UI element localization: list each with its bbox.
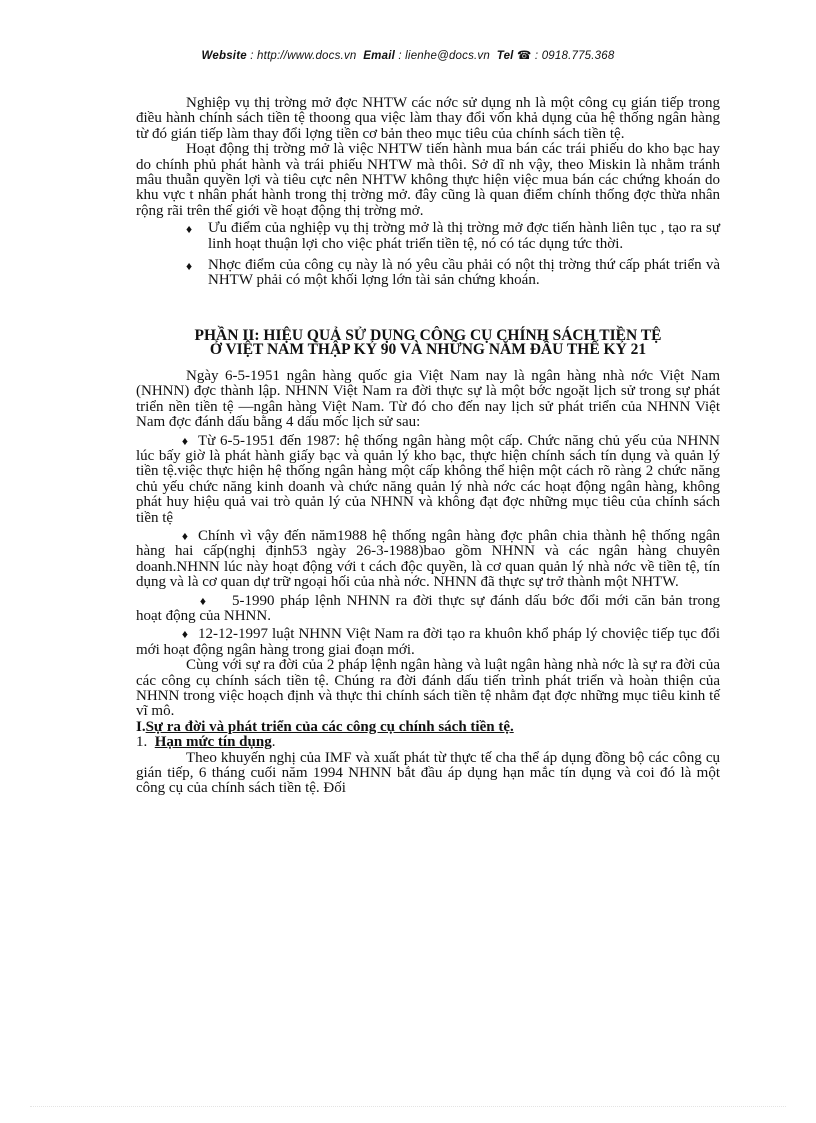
website-value[interactable]: : http://www.docs.vn [250, 50, 357, 62]
paragraph-tools-emergence: Cùng với sự ra đời của 2 pháp lệnh ngân hàng và luật ngân hàng nhà nớc là sự ra đời của các công cụ chính sách tiền tệ. Chúng ra đời đánh dấu tiến trình phát triển và hoàn thiện của NHNN trong việc hoạch định và thực thi chính sách tiền tệ nhằm đạt đợc những mục tiêu kinh tế vĩ mô. [136, 657, 720, 720]
subsection-period: . [271, 734, 276, 751]
milestone-1988 [136, 529, 720, 591]
paragraph-open-market-intro: Nghiệp vụ thị trờng mở đợc NHTW các nớc sử dụng nh là một công cụ gián tiếp trong điều hành chính sách tiền tệ thoong qua việc làm thay đổi vốn khả dụng của hệ thống ngân hàng từ đó gián tiếp làm thay đổi lợng tiền cơ bản theo mục tiêu của chính sách tiền tệ. [136, 95, 720, 142]
paragraph-open-market-activity: Hoạt động thị trờng mở là việc NHTW tiến hành mua bán các trái phiếu do kho bạc hay do chính phủ phát hành và trái phiếu NHTW mà thôi. Sở dĩ nh vậy, theo Miskin là nhằm tránh mâu thuẫn quyền lợi và tiêu cực nên NHTW không thực hiện việc mua bán các chứng khoán do khu vực t nhân phát hành trong thị trờng mở. đây cũng là quan điểm chính thống đợc thừa nhân rộng rãi trên thế giới về hoạt động thị trờng mở. [136, 141, 720, 219]
diamond-icon: ♦ [199, 593, 206, 608]
bullet-disadvantage-text: Nhợc điểm của công cụ này là nó yêu cầu phải có nột thị trờng thứ cấp phát triển và NHTW phải có một khối lợng lớn tài sản chứng khoán. [208, 257, 720, 289]
website-label: Website [201, 50, 247, 62]
milestone-1988-text: Chính vì vậy đến năm1988 hệ thống ngân hàng đợc phân chia thành hệ thống ngân hàng hai cấp(nghị định53 ngày 26-3-1988)bao gồm NHNN và các ngân hàng chuyên doanh.NHNN lúc này hoạt động với t cách độc quyền, là cơ quan quản lý nhà nớc về tiền tệ, tín dụng và là cơ quan dự trữ ngoại hối của nhà nớc. NHNN đã thực sự trở thành một NHTW. [136, 527, 720, 591]
paragraph-credit-limit: Theo khuyến nghị của IMF và xuất phát từ thực tế cha thể áp dụng đồng bộ các công cụ gián tiếp, 6 tháng cuối năm 1994 NHNN bắt đầu áp dụng hạn mắc tín dụng và coi đó là một công cụ của chính sách tiền tệ. Đối [136, 749, 720, 797]
milestone-1990-text: 5-1990 pháp lệnh NHNN ra đời thực sự đánh dấu bớc đổi mới căn bản trong hoạt động của NHNN. [136, 592, 720, 624]
section-title [136, 326, 720, 358]
subsection-number: 1. [136, 734, 148, 751]
section-title-line-1: PHẦN II: HIỆU QUẢ SỬ DỤNG CÔNG CỤ CHÍNH SÁCH TIỀN TỆ [194, 326, 662, 344]
milestone-1951-text: Từ 6-5-1951 đến 1987: hệ thống ngân hàng một cấp. Chức năng chủ yếu của NHNN lúc bấy giờ là phát hành giấy bạc và quản lý kho bạc, thực hiện chính sách tín dụng và quản lý tiền tệ.việc thực hiện hệ thống ngân hàng một cấp không thể hiện một cách rõ ràng 2 chức năng chủ yếu chức năng kinh doanh và chức năng quản lý nhà nớc các hoạt động ngân hàng, không phát huy hiệu quả vai trò quản lý của NHNN và không đạt đợc những mục tiêu của chính sách tiền tệ [136, 432, 720, 526]
subsection-title: Hạn mức tín dụng [154, 734, 272, 751]
heading-roman-numeral: I. [136, 718, 146, 735]
advantages-list [136, 221, 720, 289]
email-value[interactable]: : lienhe@docs.vn [398, 50, 490, 62]
heading-section-1 [136, 720, 720, 735]
page-header [0, 48, 816, 62]
diamond-icon: ♦ [181, 433, 188, 448]
diamond-icon: ♦ [186, 259, 193, 274]
section-title-line-2: Ở VIỆT NAM THẬP KỶ 90 VÀ NHỮNG NĂM ĐẦU THẾ KỶ 21 [209, 340, 647, 358]
document-body [136, 96, 720, 797]
milestone-1997-text: 12-12-1997 luật NHNN Việt Nam ra đời tạo ra khuôn khổ pháp lý choviệc tiếp tục đổi mới hoạt động ngân hàng trong giai đoạn mới. [136, 626, 720, 658]
tel-value: : 0918.775.368 [534, 50, 615, 62]
diamond-icon: ♦ [186, 222, 193, 237]
email-label: Email [363, 50, 395, 62]
diamond-icon: ♦ [181, 528, 188, 543]
milestone-1997 [136, 627, 720, 658]
tel-label: Tel [496, 50, 514, 62]
list-item [184, 221, 720, 252]
milestone-1990 [136, 594, 720, 625]
diamond-icon: ♦ [181, 627, 188, 642]
phone-icon: ☎ [516, 50, 532, 62]
heading-section-1-text: Sự ra đời và phát triển của các công cụ chính sách tiền tệ. [145, 718, 514, 735]
milestone-1951 [136, 434, 720, 526]
bullet-advantage-text: Ưu điểm của nghiệp vụ thị trờng mở là thị trờng mở đợc tiến hành liên tục , tạo ra sự linh hoạt thuận lợi cho việc phát triển tiền tệ, nó có tác dụng tức thời. [208, 220, 720, 252]
list-item [184, 258, 720, 289]
paragraph-history: Ngày 6-5-1951 ngân hàng quốc gia Việt Nam nay là ngân hàng nhà nớc Việt Nam (NHNN) đợc thành lập. NHNN Việt Nam ra đời thực sự là một bớc ngoặt lịch sử trong sự phát triển nền tiền tệ —ngân hàng Việt Nam. Từ đó cho đến nay lịch sử phát triển của NHNN Việt Nam đợc đánh dấu bằng 4 dấu mốc lịch sử sau: [136, 367, 720, 431]
heading-subsection-1 [136, 735, 720, 750]
footer-divider [30, 1106, 786, 1107]
